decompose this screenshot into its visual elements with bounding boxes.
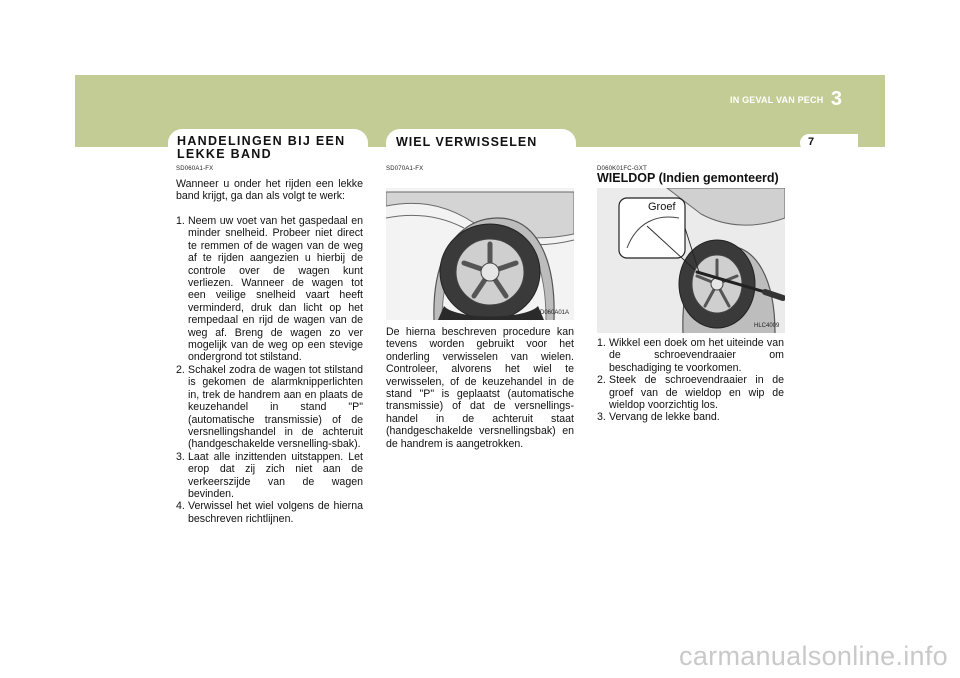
list-item [597, 411, 784, 423]
list-item [176, 451, 363, 501]
list-item-number: 2. [597, 374, 606, 387]
chapter-header [730, 88, 842, 111]
figure-code: D060A01A [540, 310, 570, 316]
car-flat-tire-illustration [386, 188, 574, 320]
list-item-text: Wikkel een doek om het uiteinde van de schroevendraaier om beschadiging te voorkomen. [609, 337, 784, 374]
hubcap-steps [597, 337, 784, 424]
intro-paragraph: Wanneer u onder het rijden een lekke band krijgt, ga dan als volgt te werk: [176, 178, 363, 203]
hubcap-removal-illustration [597, 188, 785, 333]
figure-flat-tire [386, 188, 574, 320]
section-code-wheel-change: SD070A1-FX [386, 166, 424, 172]
watermark: carmanualsonline.info [679, 641, 948, 671]
section-title-flat-tire [177, 135, 362, 161]
list-item-number: 4. [176, 500, 185, 513]
list-item [176, 364, 363, 451]
list-item-number: 2. [176, 363, 185, 376]
list-item-number: 3. [597, 411, 606, 424]
list-item-text: Laat alle inzittenden uitstappen. Let erop dat zij zich niet aan de verkeerszijde van de wagen bevinden. [188, 450, 363, 500]
section-code: SD060A1-FX [176, 166, 214, 172]
list-item [597, 374, 784, 411]
figure-hubcap [597, 188, 785, 333]
section-title-line2: LEKKE BAND [177, 147, 272, 161]
list-item-text: Steek de schroevendraaier in de groef van de wieldop en wip de wieldop voorzichtig los. [609, 374, 784, 412]
list-item-number: 1. [176, 215, 185, 227]
list-item-text: Neem uw voet van het gaspedaal en minder snelheid. Probeer niet direct te remmen of de wagen van de weg af te rijden aangezien u hierbij de controle over de wagen kunt verliezen. Wanneer de wagen tot een veilige snelheid vaart heeft verminderd, druk dan licht op het rempedaal en rijd de wagen van de weg af. Breng de wagen zo ver mogelijk van de weg op een stevige ondergrond tot stilstand. [188, 215, 363, 364]
section-title-wheel-change: WIEL VERWISSELEN [396, 135, 538, 149]
list-item [176, 215, 363, 364]
section-title-hubcap: WIELDOP (Indien gemonteerd) [597, 171, 779, 185]
figure-code-hubcap: HLC4009 [754, 323, 780, 329]
list-item-text: Verwissel het wiel volgens de hierna beschreven richtlijnen. [188, 500, 363, 525]
flat-tire-steps [176, 215, 363, 525]
figure-label-groove: Groef [648, 201, 676, 213]
list-item [176, 500, 363, 525]
chapter-number: 3 [830, 88, 842, 110]
wheel-change-paragraph: De hierna beschreven procedure kan tevens worden gebruikt voor het onderling verwisselen van wielen. Controleer, alvorens het wiel te verwisselen, of de keuzehandel in de stand "P" is geplaatst (automatische transmissie) of dat de versnellings-handel in de achteruit staat (handgeschakelde versnellingsbak) en de handrem is aangetrokken. [386, 326, 574, 450]
section-title-line1: HANDELINGEN BIJ EEN [177, 134, 346, 148]
list-item-text: Vervang de lekke band. [609, 411, 720, 424]
list-item-text: Schakel zodra de wagen tot stilstand is gekomen de alarmknipperlichten in, trek de handrem aan en plaats de keuzehandel in stand "P" (automatische transmissie) of de versnellingshandel in de achteruit (handgeschakelde versnelling-sbak). [188, 363, 363, 451]
chapter-title: IN GEVAL VAN PECH [730, 94, 824, 105]
list-item [597, 337, 784, 374]
page-number: 7 [807, 136, 815, 148]
list-item-number: 1. [597, 337, 606, 349]
section-code-hubcap: D060K01FC-GXT [597, 166, 647, 172]
list-item-number: 3. [176, 450, 185, 463]
